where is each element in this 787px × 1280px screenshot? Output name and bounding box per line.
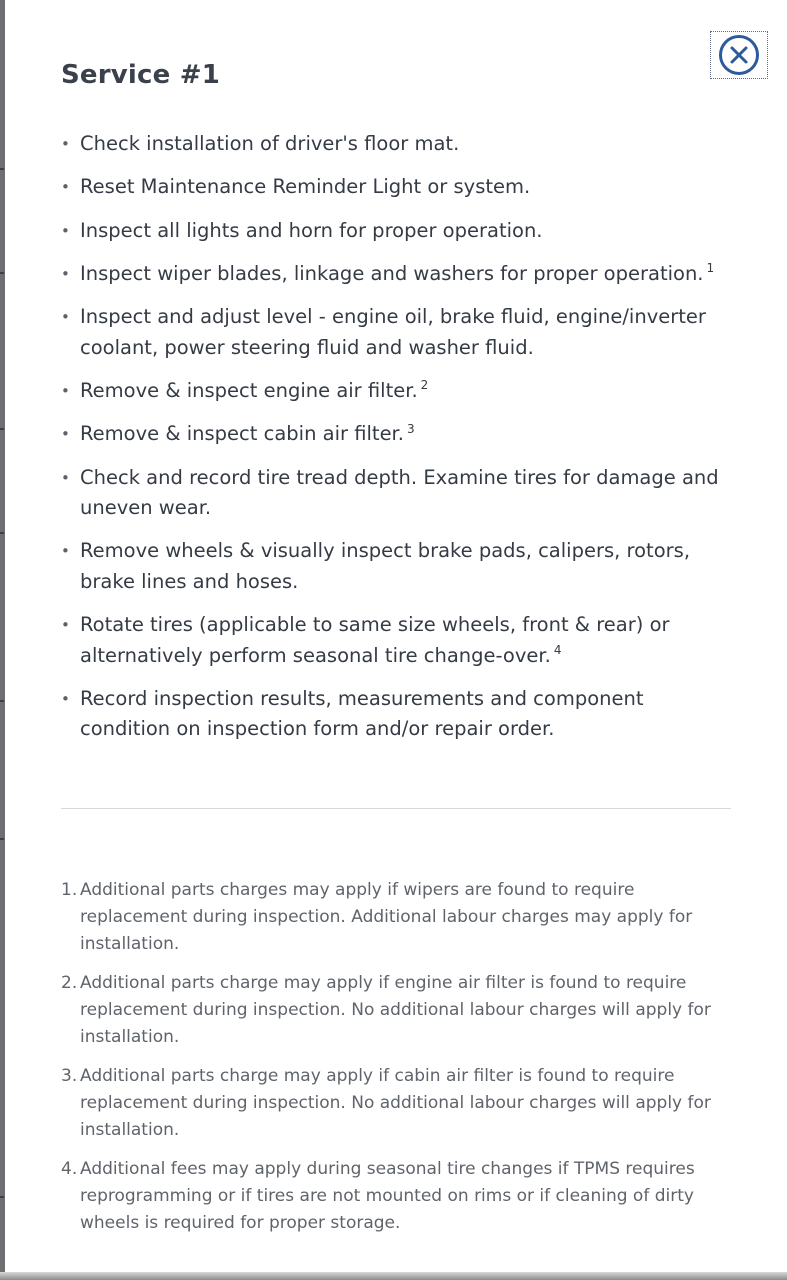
service-details-modal — [5, 0, 787, 1272]
footnote-number: 3. — [61, 1066, 78, 1086]
service-item-text: Remove wheels & visually inspect brake pads, calipers, rotors, brake lines and hoses. — [80, 539, 691, 593]
backdrop-fragment — [0, 1196, 4, 1198]
close-circle-icon — [718, 34, 760, 76]
service-item — [61, 129, 721, 160]
service-item-text: Check and record tire tread depth. Examine tires for damage and uneven wear. — [80, 465, 719, 520]
service-item — [61, 419, 721, 450]
service-item — [61, 376, 721, 407]
service-items-list — [61, 129, 721, 758]
bullet-icon: • — [61, 178, 70, 197]
footnote-number: 4. — [61, 1159, 78, 1179]
bullet-icon: • — [61, 264, 70, 283]
backdrop-fragment — [0, 532, 4, 534]
footnote — [61, 1063, 726, 1144]
backdrop-fragment — [0, 168, 4, 170]
bullet-icon: • — [61, 689, 70, 708]
bullet-icon: • — [61, 425, 70, 444]
bullet-icon: • — [61, 381, 70, 400]
divider — [61, 808, 731, 809]
footnote-number: 1. — [61, 880, 78, 900]
footnote — [61, 970, 726, 1051]
service-item-text: Check installation of driver's floor mat. — [80, 132, 460, 155]
service-item — [61, 172, 721, 203]
bullet-icon: • — [61, 308, 70, 327]
bullet-icon: • — [61, 221, 70, 240]
service-item-text: Inspect all lights and horn for proper operation. — [80, 218, 543, 242]
service-item — [61, 216, 721, 247]
service-item — [61, 536, 721, 597]
service-item-text: Record inspection results, measurements and component condition on inspection form and/or repair order. — [80, 686, 644, 741]
footnote-text: Additional parts charges may apply if wipers are found to require replacement during inspection. Additional labour charges may apply for installation. — [80, 880, 693, 954]
footnote — [61, 877, 726, 958]
footnote-number: 2. — [61, 973, 78, 993]
footnote-reference: 2 — [420, 378, 429, 393]
close-button[interactable] — [710, 31, 768, 79]
bullet-icon: • — [61, 468, 70, 487]
service-item-text: Remove & inspect engine air filter. — [80, 378, 418, 402]
footnote-reference: 3 — [407, 421, 415, 436]
backdrop-fragment — [0, 700, 4, 702]
service-item — [61, 302, 721, 363]
footnote-reference: 4 — [553, 643, 562, 658]
footnote-reference: 1 — [706, 261, 715, 276]
service-item-text: Inspect and adjust level - engine oil, brake fluid, engine/inverter coolant, power steering fluid and washer fluid. — [80, 305, 706, 359]
footnotes-list — [61, 877, 726, 1249]
footnote-text: Additional parts charge may apply if engine air filter is found to require replacement during inspection. No additional labour charges will apply for installation. — [80, 973, 711, 1047]
backdrop-fragment — [0, 428, 4, 430]
backdrop-fragment — [0, 838, 4, 840]
service-item — [61, 684, 721, 745]
service-item — [61, 259, 721, 290]
footnote-text: Additional fees may apply during seasonal tire changes if TPMS requires reprogramming or if tires are not mounted on rims or if cleaning of dirty wheels is required for proper storage. — [80, 1159, 695, 1233]
service-item-text: Remove & inspect cabin air filter. — [80, 422, 404, 446]
service-item-text: Inspect wiper blades, linkage and washers for proper operation. — [80, 261, 704, 285]
service-item-text: Rotate tires (applicable to same size wheels, front & rear) or alternatively perform seasonal tire change-over. — [80, 613, 670, 667]
footnote-text: Additional parts charge may apply if cabin air filter is found to require replacement during inspection. No additional labour charges will apply for installation. — [80, 1066, 711, 1140]
service-item — [61, 610, 721, 671]
backdrop-fragment — [0, 272, 4, 274]
footnote — [61, 1156, 726, 1237]
bullet-icon: • — [61, 616, 70, 635]
service-item-text: Reset Maintenance Reminder Light or system. — [80, 175, 531, 199]
service-item — [61, 463, 721, 524]
bullet-icon: • — [61, 542, 70, 561]
bullet-icon: • — [61, 135, 70, 153]
bottom-edge-shadow — [0, 1272, 787, 1280]
modal-title: Service #1 — [61, 60, 221, 90]
